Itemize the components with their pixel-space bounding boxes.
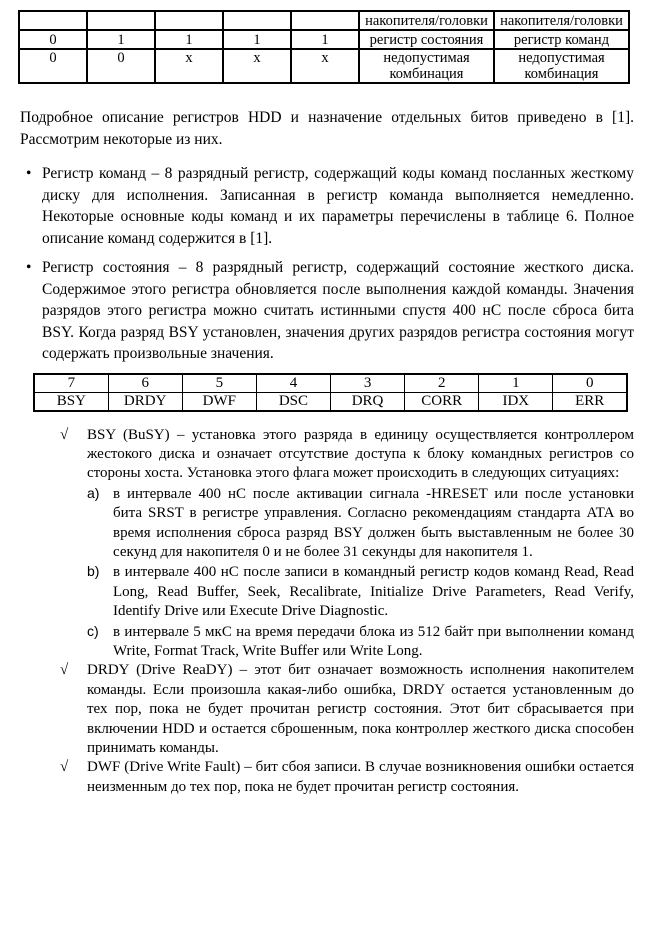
check-marker: √ <box>60 662 69 679</box>
bullet-marker: • <box>26 259 32 276</box>
sub-item-b <box>87 562 634 621</box>
table-cell <box>223 11 291 30</box>
bullet-item-status-register <box>26 257 634 365</box>
table-cell: 1 <box>291 30 359 49</box>
table-row <box>19 49 629 83</box>
sub-item-c <box>87 622 634 662</box>
bit-name-cell: BSY <box>34 392 108 411</box>
table-cell: регистр состояния <box>359 30 494 49</box>
bit-name-cell: ERR <box>553 392 627 411</box>
sub-item-marker: c) <box>87 622 99 639</box>
item-text: DRDY (Drive ReaDY) – этот бит означает возможность исполнения накопителем команды. Если произошла какая-либо ошибка, DRDY остается установленным до тех пор, пока не будет прочитан регистр состояния. Этот бит сбрасывается при включении HDD и остается сброшенным, пока контроллер жесткого диска способен принимать команды. <box>87 662 634 756</box>
check-item-bsy <box>60 426 634 484</box>
item-text: в интервале 5 мкС на время передачи блока из 512 байт при выполнении команд Write, Format Track, Write Buffer или Write Long. <box>113 623 634 659</box>
item-text: BSY (BuSY) – установка этого разряда в единицу осуществляется контроллером жестокого диска и означает отсутствие доступа к блоку командных регистров со стороны хоста. Установка этого флага может происходить в следующих ситуациях: <box>87 426 634 482</box>
bit-name-cell: CORR <box>405 392 479 411</box>
item-text: Регистр команд – 8 разрядный регистр, содержащий коды команд посланных жесткому диску для исполнения. Записанная в регистр команда выполняется немедленно. Некоторые основные коды команд и их параметры перечислены в таблице 6. Полное описание команд содержится в [1]. <box>42 165 634 247</box>
check-item-dwf <box>60 758 634 797</box>
table-cell <box>291 11 359 30</box>
bit-number-cell: 1 <box>479 374 553 393</box>
table-cell: накопителя/головки <box>494 11 629 30</box>
bit-number-cell: 3 <box>331 374 405 393</box>
table-row <box>19 11 629 30</box>
table-cell <box>19 11 87 30</box>
bullet-marker: • <box>26 165 32 182</box>
status-register-table <box>33 373 628 412</box>
table-cell: x <box>291 49 359 83</box>
table-cell: недопустимая комбинация <box>359 49 494 83</box>
table-cell <box>87 11 155 30</box>
bit-number-cell: 7 <box>34 374 108 393</box>
bit-name-cell: DRDY <box>108 392 182 411</box>
table-cell: 0 <box>87 49 155 83</box>
table-row <box>34 374 627 393</box>
table-cell: 0 <box>19 30 87 49</box>
table-row <box>34 392 627 411</box>
item-text: Регистр состояния – 8 разрядный регистр, содержащий состояние жесткого диска. Содержимое этого регистра обновляется после выполнения каждой команды. Значения разрядов этого регистра можно считать истинными спустя 400 нС после сброса бита BSY. Когда разряд BSY установлен, значения других разрядов регистра состояния могут содержать произвольные значения. <box>42 259 634 362</box>
intro-paragraph: Подробное описание регистров HDD и назначение отдельных битов приведено в [1]. Рассмотрим некоторые из них. <box>20 109 634 148</box>
table-cell: x <box>155 49 223 83</box>
sub-item-a <box>87 484 634 563</box>
table-cell <box>155 11 223 30</box>
table-cell: недопустимая комбинация <box>494 49 629 83</box>
sub-item-marker: b) <box>87 563 100 580</box>
table-cell: регистр команд <box>494 30 629 49</box>
bit-number-cell: 6 <box>108 374 182 393</box>
bit-number-cell: 2 <box>405 374 479 393</box>
item-text: в интервале 400 нС после активации сигнала -HRESET или после установки бита SRST в регистре управления. Согласно рекомендациям стандарта ATA во время исполнения сброса разряд BSY должен быть выставленным не более 30 секунд для накопителя 0 и не более 31 секунды для накопителя 1. <box>113 485 634 560</box>
bit-description-list <box>0 426 649 798</box>
check-marker: √ <box>60 426 69 443</box>
item-text: в интервале 400 нС после записи в командный регистр кодов команд Read, Read Long, Read Buffer, Seek, Recalibrate, Initialize Drive Parameters, Read Verify, Identify Drive или Execute Drive Diagnostic. <box>113 564 634 620</box>
bit-number-cell: 0 <box>553 374 627 393</box>
continuation-table <box>18 10 630 84</box>
bit-name-cell: IDX <box>479 392 553 411</box>
bit-name-cell: DRQ <box>331 392 405 411</box>
bit-number-cell: 4 <box>256 374 330 393</box>
table-cell: 1 <box>87 30 155 49</box>
bit-number-cell: 5 <box>182 374 256 393</box>
table-row <box>19 30 629 49</box>
bit-name-cell: DWF <box>182 392 256 411</box>
bit-name-cell: DSC <box>256 392 330 411</box>
bullet-item-command-register <box>26 163 634 249</box>
item-text: DWF (Drive Write Fault) – бит сбоя записи. В случае возникновения ошибки остается неизменным до тех пор, пока не будет прочитан регистр состояния. <box>87 759 634 795</box>
table-cell: накопителя/головки <box>359 11 494 30</box>
table-cell: x <box>223 49 291 83</box>
register-bullet-list <box>0 163 649 365</box>
table-cell: 1 <box>155 30 223 49</box>
table-cell: 1 <box>223 30 291 49</box>
check-marker: √ <box>60 759 69 776</box>
sub-item-marker: a) <box>87 484 100 501</box>
table-cell: 0 <box>19 49 87 83</box>
check-item-drdy <box>60 661 634 758</box>
